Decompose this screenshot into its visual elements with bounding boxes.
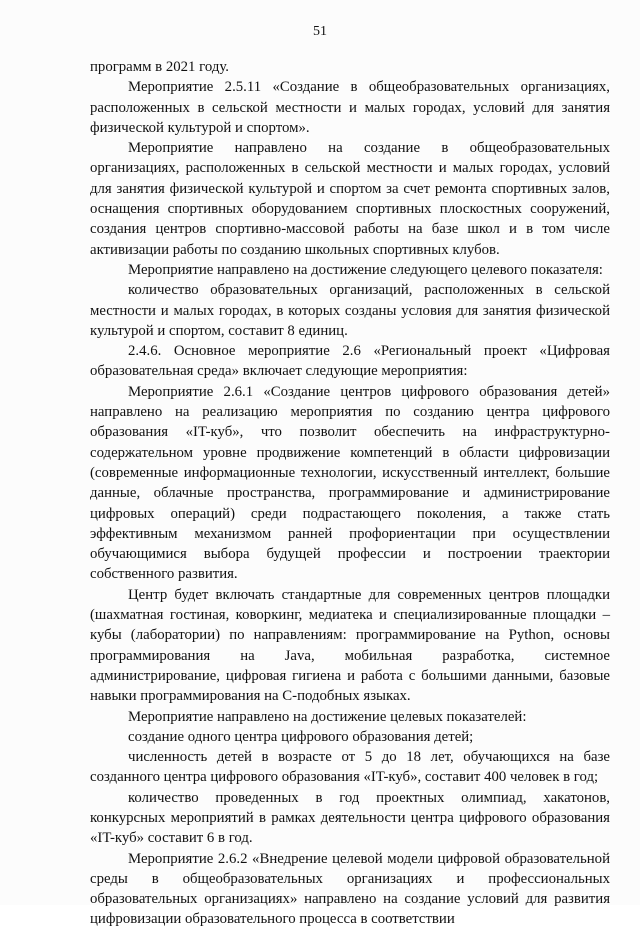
paragraph-measure-2-5-11-title: Мероприятие 2.5.11 «Создание в общеобразовательных организациях, расположенных в сельской местности и малых городах, условий для занятия физической культурой и спортом».: [90, 79, 610, 136]
page-number: 51: [313, 24, 327, 39]
paragraph-measure-2-5-11-description: Мероприятие направлено на создание в общеобразовательных организациях, расположенных в сельской местности и малых городах, условий для занятия физической культурой и спортом за счет ремонта спортивных залов, оснащения спортивных оборудованием спортивных плоскостных сооружений, создания центров спортивно-массовой работы на базе школ и в том числе активизации работы по созданию школьных спортивных клубов.: [90, 140, 610, 258]
paragraph-target-indicators-intro: Мероприятие направлено на достижение целевых показателей:: [128, 708, 527, 725]
paragraph-measure-2-6-1: Мероприятие 2.6.1 «Создание центров цифрового образования детей» направлено на реализацию мероприятия по созданию центра цифрового образования «IT-куб», что позволит обеспечить на инфраструктурно-содержательном уровне продвижение компетенций в области цифровизации (современные информационные технологии, искусственный интеллект, большие данные, облачные пространства, программирование и администрирование цифровых операций) среди подрастающего поколения, а также стать эффективным механизмом ранней профориентации при осуществлении обучающимися выбора будущей профессии и построении траектории собственного развития.: [90, 383, 610, 583]
document-body: [90, 57, 610, 930]
paragraph-center-description: Центр будет включать стандартные для современных центров площадки (шахматная гостиная, коворкинг, медиатека и специализированные площадки – кубы (лаборатории) по направлениям: программирование на Python, основы программирования на Java, мобильная разработка, системное администрирование, цифровая гигиена и работа с большими данными, базовые навыки программирования на С-подобных языках.: [90, 586, 610, 705]
paragraph-target-indicator-intro: Мероприятие направлено на достижение следующего целевого показателя:: [128, 261, 603, 278]
paragraph-continuation: программ в 2021 году.: [90, 59, 229, 75]
paragraph-target-indicator-value: количество образовательных организаций, расположенных в сельской местности и малых городах, в которых созданы условия для занятия физической культурой и спортом, составит 8 единиц.: [90, 282, 610, 339]
paragraph-measure-2-6-2: Мероприятие 2.6.2 «Внедрение целевой модели цифровой образовательной среды в общеобразовательных организациях и профессиональных образовательных организациях» направлено на создание условий для развития цифровизации образовательного процесса в соответствии: [90, 850, 610, 928]
paragraph-indicator-children: численность детей в возрасте от 5 до 18 лет, обучающихся на базе созданного центра цифрового образования «IT-куб», составит 400 человек в год;: [90, 749, 610, 786]
paragraph-section-2-4-6: 2.4.6. Основное мероприятие 2.6 «Региональный проект «Цифровая образовательная среда» включает следующие мероприятия:: [90, 343, 610, 380]
paragraph-indicator-center: создание одного центра цифрового образования детей;: [128, 728, 474, 745]
paragraph-indicator-events: количество проведенных в год проектных олимпиад, хакатонов, конкурсных мероприятий в рамках деятельности центра цифрового образования «IT-куб» составит 6 в год.: [90, 789, 610, 847]
